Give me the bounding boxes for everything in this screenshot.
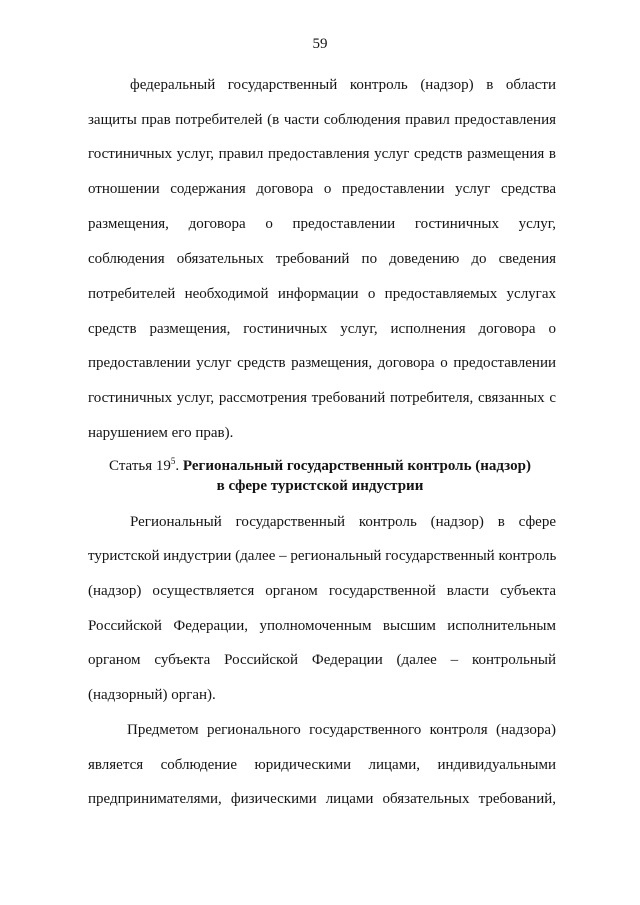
text-line: является соблюдение юридическими лицами, индивидуальными [88,757,556,773]
article-dot: . [175,458,180,474]
text-line: Предметом регионального государственного контроля (надзора) [127,722,556,738]
text-line: потребителей необходимой информации о предоставляемых услугах [88,286,556,302]
text-line: предоставлении услуг средств размещения, договора о предоставлении [88,355,556,371]
text-line: органом субъекта Российской Федерации (далее – контрольный [88,652,556,668]
article-prefix: Статья 19 [109,458,171,474]
text-line: нарушением его прав). [88,425,234,441]
text-line: Региональный государственный контроль (надзор) в сфере [130,514,556,530]
article-title-line-2-container [0,478,640,495]
text-line: отношении содержания договора о предоставлении услуг средства [88,181,556,197]
text-line: (надзор) осуществляется органом государственной власти субъекта [88,583,556,599]
text-line: туристской индустрии (далее – региональный государственный контроль [88,548,557,564]
text-line: размещения, договора о предоставлении гостиничных услуг, [88,216,556,232]
text-line: защиты прав потребителей (в части соблюдения правил предоставления [88,112,556,128]
text-line: предпринимателями, физическими лицами обязательных требований, [88,791,556,807]
text-line: гостиничных услуг, рассмотрения требований потребителя, связанных с [88,390,556,406]
text-line: средств размещения, гостиничных услуг, исполнения договора о [88,321,556,337]
text-line: Российской Федерации, уполномоченным высшим исполнительным [88,618,556,634]
text-line: соблюдения обязательных требований по доведению до сведения [88,251,556,267]
article-title-line-1: Региональный государственный контроль (надзор) [182,458,531,474]
text-line: гостиничных услуг, правил предоставления услуг средств размещения в [88,146,556,162]
article-superscript: 5 [170,456,176,466]
text-line: федеральный государственный контроль (надзор) в области [130,77,556,93]
article-heading [0,458,640,475]
article-title-line-2: в сфере туристской индустрии [216,478,424,494]
text-line: (надзорный) орган). [88,687,216,703]
page-number: 59 [312,36,328,52]
